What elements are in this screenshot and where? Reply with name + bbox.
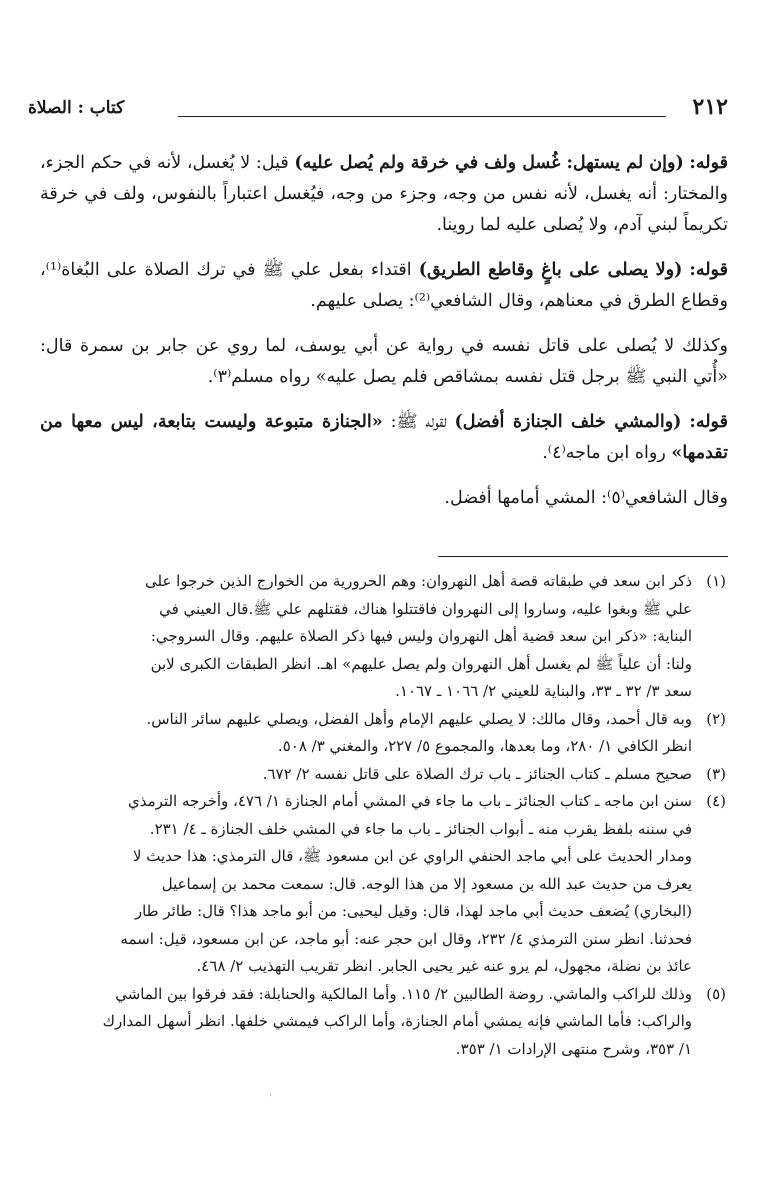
footnote-line: ولنا: أن علياً ﷺ لم يغسل أهل النهروان ولم يصل عليهم» اهـ. انظر الطبقات الكبرى لابن [150, 654, 692, 673]
footnote-number: (٥) [706, 984, 726, 1003]
commentary-text: لقوله ﷺ: [390, 412, 447, 432]
footnotes [40, 568, 726, 1063]
footnote-line: ذكر ابن سعد في طبقاته قصة أهل النهروان: وهم الحرورية من الخوارج الذين خرجوا على [144, 572, 692, 590]
footnote-number [692, 843, 726, 981]
footnote-separator [438, 556, 728, 557]
footnote-line: فحدثنا. انظر سنن الترمذي ٤/ ٢٣٢، وقال ابن حجر عنه: أبو ماجد، عن ابن مسعود، قيل: اسمه [120, 929, 692, 948]
commentary-text: وقال الشافعي⁽٥⁾: المشي أمامها أفضل. [444, 488, 728, 508]
paragraph-label: قوله: [689, 260, 728, 280]
paragraph-3 [40, 331, 728, 393]
commentary-text: رواه ابن ماجه⁽٤⁾. [542, 443, 666, 463]
footnote-2 [40, 706, 726, 761]
footnote-line: ومدار الحديث على أبي ماجد الحنفي الراوي عن ابن مسعود ﷺ، قال الترمذي: هذا حديث لا [132, 847, 692, 865]
chapter-title: كتاب : الصلاة [28, 98, 125, 118]
commentary-text: اقتداء بفعل علي ﷺ في ترك الصلاة على البُغاة⁽¹⁾، وقطاع الطرق في معناهم، وقال الشافعي⁽²⁾: يصلى عليهم. [40, 260, 728, 311]
paragraph-label: قوله: [689, 153, 728, 173]
matn-quote: (وإن لم يستهل: غُسل ولف في خرقة ولم يُصل عليه) [294, 153, 684, 173]
footnote-number: (٢) [706, 709, 726, 728]
footnote-line: في سننه بلفظ يقرب منه ـ أبواب الجنائز ـ باب ما جاء في المشي خلف الجنازة ـ ٤/ ٢٣١. [149, 819, 692, 838]
footnote-line: وبه قال أحمد، وقال مالك: لا يصلي عليهم الإمام وأهل الفضل، ويصلي عليهم سائر الناس. [146, 709, 692, 728]
footnote-line: والراكب: فأما الماشي فإنه يمشي أمام الجنازة، وأما الراكب فيمشي خلفها. انظر أسهل المدارك [102, 1012, 692, 1030]
paragraph-5 [40, 483, 728, 514]
footnote-line: سعد ٣/ ٣٢ ـ ٣٣، والبناية للعيني ٢/ ١٠٦٦ ـ ١٠٦٧. [395, 682, 692, 700]
scan-speck: ' [269, 1093, 272, 1104]
main-text [40, 148, 728, 528]
commentary-text: وكذلك لا يُصلى على قاتل نفسه في رواية عن أبي يوسف، لما روي عن جابر بن سمرة قال: «أُتي النبي ﷺ برجل قتل نفسه بمشاقص فلم يصل عليه» رواه مسلم⁽٣⁾. [40, 336, 728, 387]
footnote-line: (البخاري) يُضعف حديث أبي ماجد لهذا، قال: وقيل ليحيى: من أبو ماجد هذا؟ قال: طائر طار [134, 902, 692, 920]
footnote-line: سنن ابن ماجه ـ كتاب الجنائز ـ باب ما جاء في المشي أمام الجنازة ١/ ٤٧٦، وأخرجه الترمذي [128, 792, 692, 810]
footnote-line: ١/ ٣٥٣، وشرح منتهى الإرادات ١/ ٣٥٣. [455, 1039, 692, 1058]
paragraph-1 [40, 148, 728, 241]
paragraph-2 [40, 255, 728, 317]
footnote-number: (٣) [706, 764, 726, 783]
footnote-4 [40, 788, 726, 843]
footnote-3 [40, 761, 726, 789]
footnote-4-continued [40, 843, 726, 981]
footnote-line: وذلك للراكب والماشي. روضة الطالبين ٢/ ١١٥. وأما المالكية والحنابلة: فقد فرقوا بين الماشي [115, 984, 692, 1003]
header-rule [178, 116, 666, 117]
footnote-1 [40, 568, 726, 706]
commentary-text: قيل: لا يُغسل، لأنه في حكم الجزء، والمختار: أنه يغسل، لأنه نفس من وجه، وجزء من وجه، فيُغسل اعتباراً بالنفوس، ولف في خرقة تكريماً لبني آدم، ولا يُصلى عليه لما روينا. [40, 153, 728, 235]
running-header [28, 92, 728, 124]
paragraph-label: قوله: [689, 412, 728, 432]
footnote-line: صحيح مسلم ـ كتاب الجنائز ـ باب ترك الصلاة على قاتل نفسه ٢/ ٦٧٢. [262, 764, 692, 783]
footnote-number: (٤) [706, 792, 726, 810]
matn-quote: (ولا يصلى على باغٍ وقاطع الطريق) [418, 260, 683, 280]
page-number: ٢١٢ [692, 94, 728, 120]
matn-quote: (والمشي خلف الجنازة أفضل) [454, 412, 682, 432]
footnote-line: يعرف من حديث عبد الله بن مسعود إلا من هذا الوجه. قال: سمعت محمد بن إسماعيل [161, 874, 692, 893]
hadith-quote: «الجنازة متبوعة وليست بتابعة، ليس معها من تقدمها» [40, 412, 728, 463]
footnote-line: البناية: «ذكر ابن سعد قضية أهل النهروان وليس فيها ذكر الصلاة عليهم. وقال السروجي: [150, 627, 692, 645]
footnote-line: عائذ بن نضلة، مجهول، لم يرو عنه غير يحيى الجابر. انظر تقريب التهذيب ٢/ ٤٦٨. [196, 957, 692, 975]
paragraph-4 [40, 407, 728, 469]
footnote-line: انظر الكافي ١/ ٢٨٠، وما بعدها، والمجموع ٥/ ٢٢٧، والمغني ٣/ ٥٠٨. [277, 737, 692, 755]
footnote-number: (١) [706, 572, 726, 590]
footnote-line: علي ﷺ وبغوا عليه، وساروا إلى النهروان فاقتتلوا هناك، فقتلهم علي ﷺ.قال العيني في [159, 599, 692, 618]
footnote-5 [40, 981, 726, 1064]
